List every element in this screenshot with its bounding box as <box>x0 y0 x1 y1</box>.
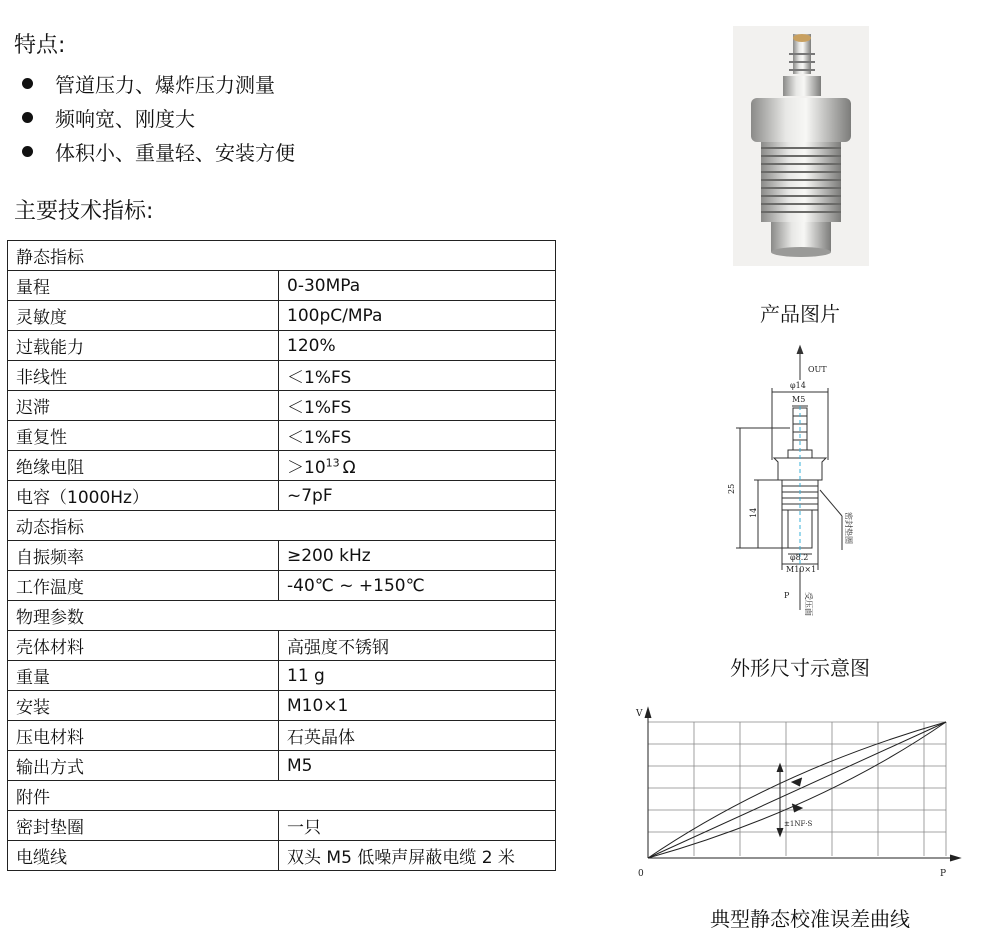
table-row <box>8 331 556 361</box>
spec-value: 11 g <box>279 661 556 691</box>
dim-m5-label: M5 <box>792 395 806 404</box>
spec-value: 高强度不锈钢 <box>279 631 556 661</box>
spec-value-exponent: 13 <box>325 456 340 470</box>
spec-value: ~7pF <box>279 481 556 511</box>
table-row <box>8 661 556 691</box>
spec-label: 电缆线 <box>8 841 279 871</box>
product-photo <box>733 26 869 266</box>
table-row <box>8 631 556 661</box>
dimension-drawing <box>700 340 900 625</box>
spec-value-base: ＞10 <box>287 458 326 478</box>
dim-out-label: OUT <box>808 365 827 374</box>
spec-label: 绝缘电阻 <box>8 451 279 481</box>
spec-label: 灵敏度 <box>8 301 279 331</box>
bullet-icon <box>22 146 33 157</box>
spec-label: 迟滞 <box>8 391 279 421</box>
spec-label: 工作温度 <box>8 571 279 601</box>
list-item: 体积小、重量轻、安装方便 <box>14 134 295 168</box>
table-row <box>8 601 556 631</box>
table-row <box>8 751 556 781</box>
spec-label: 自振频率 <box>8 541 279 571</box>
spec-value-unit: Ω <box>342 458 356 478</box>
table-row <box>8 841 556 871</box>
spec-value: M5 <box>279 751 556 781</box>
curve-origin-label: 0 <box>638 869 644 879</box>
dim-d14-label: φ14 <box>790 381 806 390</box>
curve-y-axis-label: V <box>636 709 643 719</box>
table-row <box>8 811 556 841</box>
spec-label: 非线性 <box>8 361 279 391</box>
spec-label: 量程 <box>8 271 279 301</box>
calibration-curve <box>628 700 968 885</box>
spec-value: 一只 <box>279 811 556 841</box>
spec-value: 双头 M5 低噪声屏蔽电缆 2 米 <box>279 841 556 871</box>
spec-value: 100pC/MPa <box>279 301 556 331</box>
spec-value: ＜1%FS <box>279 391 556 421</box>
photo-caption: 产品图片 <box>760 302 840 326</box>
bullet-icon <box>22 112 33 123</box>
dim-m10-label: M10×1 <box>786 565 817 574</box>
table-row <box>8 691 556 721</box>
dim-p-label: P <box>784 591 790 600</box>
spec-label: 过载能力 <box>8 331 279 361</box>
spec-value: ＜1%FS <box>279 361 556 391</box>
curve-caption: 典型静态校准误差曲线 <box>710 907 910 931</box>
spec-value: M10×1 <box>279 691 556 721</box>
list-item: 频响宽、刚度大 <box>14 100 295 134</box>
table-row <box>8 451 556 481</box>
spec-value: ≥200 kHz <box>279 541 556 571</box>
spec-value: 石英晶体 <box>279 721 556 751</box>
table-row <box>8 391 556 421</box>
spec-label: 电容（1000Hz） <box>8 481 279 511</box>
table-row <box>8 481 556 511</box>
curve-x-axis-label: P <box>940 869 947 879</box>
table-row <box>8 571 556 601</box>
spec-label: 安装 <box>8 691 279 721</box>
spec-section-title: 物理参数 <box>8 601 556 631</box>
table-row <box>8 421 556 451</box>
dim-h14-label: 14 <box>749 507 758 518</box>
spec-section-title: 静态指标 <box>8 241 556 271</box>
curve-annotation: ±1NF·S <box>784 820 813 828</box>
table-row <box>8 361 556 391</box>
list-item: 管道压力、爆炸压力测量 <box>14 66 295 100</box>
spec-label: 压电材料 <box>8 721 279 751</box>
dim-seal-label: 密封垫圈 <box>844 512 853 544</box>
table-row <box>8 781 556 811</box>
table-row <box>8 271 556 301</box>
spec-value: ＜1%FS <box>279 421 556 451</box>
spec-value <box>279 451 556 481</box>
features-heading: 特点: <box>14 33 66 58</box>
spec-value: 120% <box>279 331 556 361</box>
specs-heading: 主要技术指标: <box>14 199 154 224</box>
spec-section-title: 动态指标 <box>8 511 556 541</box>
spec-label: 重复性 <box>8 421 279 451</box>
spec-label: 输出方式 <box>8 751 279 781</box>
bullet-icon <box>22 78 33 89</box>
features-list <box>14 66 295 168</box>
dim-d82-label: φ8.2 <box>790 553 809 562</box>
table-row <box>8 301 556 331</box>
table-row <box>8 511 556 541</box>
spec-section-title: 附件 <box>8 781 556 811</box>
table-row <box>8 241 556 271</box>
dimension-caption: 外形尺寸示意图 <box>730 656 870 680</box>
dim-pressure-face-label: 受压面 <box>804 592 813 616</box>
spec-value: -40℃ ~ +150℃ <box>279 571 556 601</box>
dim-h25-label: 25 <box>727 483 736 494</box>
spec-label: 壳体材料 <box>8 631 279 661</box>
table-row <box>8 721 556 751</box>
table-row <box>8 541 556 571</box>
spec-label: 重量 <box>8 661 279 691</box>
spec-value: 0-30MPa <box>279 271 556 301</box>
spec-table <box>7 240 556 871</box>
spec-label: 密封垫圈 <box>8 811 279 841</box>
